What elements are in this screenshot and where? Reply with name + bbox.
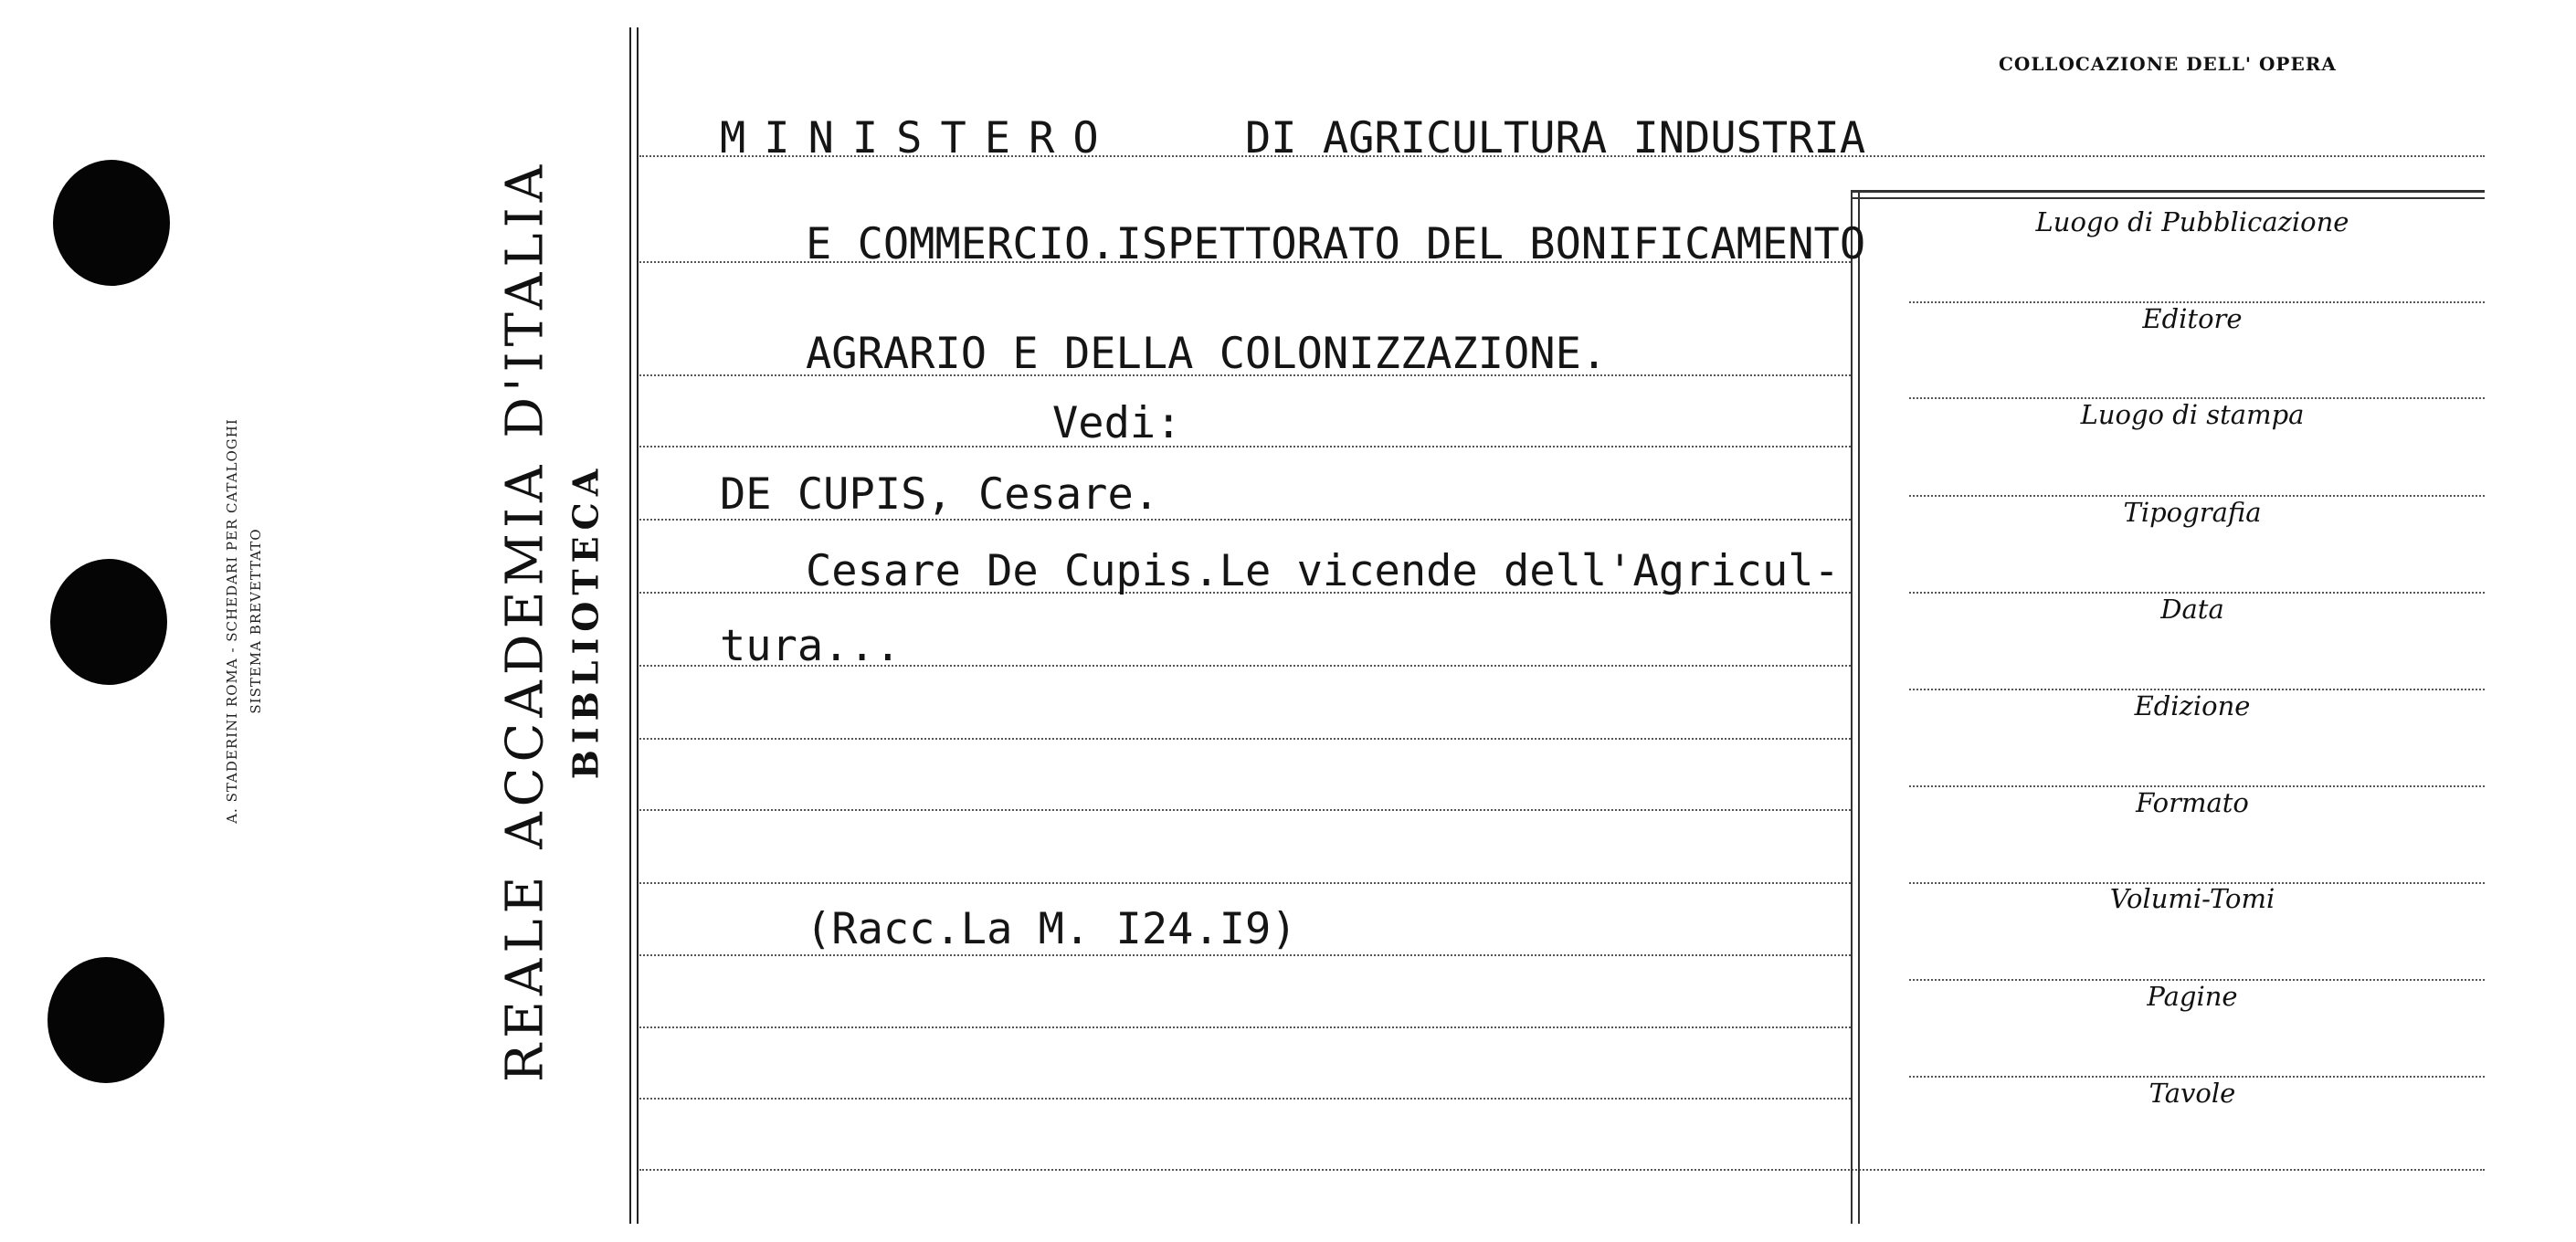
library-title: REALE ACCADEMIA D'ITALIA: [495, 159, 555, 1083]
ruled-line: [639, 1098, 1851, 1100]
ruled-line: [639, 882, 1851, 884]
printer-imprint-line: SISTEMA BREVETTATO: [248, 528, 264, 714]
field-label-place-of-publication: Luogo di Pubblicazione: [2035, 206, 2349, 237]
entry-heading-spaced: MINISTERO: [720, 113, 1117, 163]
entry-title-line2: tura...: [720, 621, 902, 671]
field-label-date: Data: [2160, 594, 2224, 625]
field-label-volumes: Volumi-Tomi: [2109, 883, 2275, 914]
punch-hole: [48, 957, 164, 1083]
ruled-line: [639, 809, 1851, 811]
ruled-line: [639, 1026, 1851, 1028]
ruled-line: [639, 954, 1851, 956]
entry-see-reference: Vedi:: [1052, 398, 1182, 448]
field-label-plates: Tavole: [2148, 1078, 2236, 1109]
field-label-place-of-printing: Luogo di stampa: [2080, 399, 2305, 430]
entry-heading-line3: AGRARIO E DELLA COLONIZZAZIONE.: [806, 329, 1608, 379]
entry-heading-line1: DI AGRICULTURA INDUSTRIA: [1245, 113, 1866, 163]
collocation-label: COLLOCAZIONE DELL' OPERA: [1999, 53, 2337, 75]
field-column-border: [1851, 190, 2485, 193]
ruled-line: [639, 1169, 2485, 1171]
entry-author: DE CUPIS, Cesare.: [720, 469, 1160, 520]
field-column-border: [1851, 197, 2485, 199]
ruled-line: [639, 738, 1851, 740]
ruled-line: [639, 446, 1851, 447]
library-subtitle: BIBLIOTECA: [565, 462, 607, 780]
field-label-publisher: Editore: [2142, 303, 2243, 334]
printer-imprint: [220, 418, 268, 824]
field-label-format: Formato: [2136, 787, 2249, 818]
punch-hole: [53, 160, 170, 286]
entry-shelfmark: (Racc.La M. I24.I9): [806, 904, 1297, 954]
entry-title-line1: Cesare De Cupis.Le vicende dell'Agricul-: [806, 546, 1840, 596]
margin-rule: [637, 27, 639, 1224]
field-label-pages: Pagine: [2147, 981, 2238, 1012]
entry-heading-line2: E COMMERCIO.ISPETTORATO DEL BONIFICAMENTO: [806, 219, 1866, 269]
field-label-edition: Edizione: [2134, 690, 2251, 721]
field-column-border: [1851, 192, 1853, 1224]
field-label-printer: Tipografia: [2123, 497, 2262, 528]
punch-hole: [50, 559, 167, 685]
printer-imprint-line: A. STADERINI ROMA - SCHEDARI PER CATALOGHI: [224, 418, 240, 824]
field-column-border: [1858, 192, 1860, 1224]
margin-rule: [629, 27, 631, 1224]
